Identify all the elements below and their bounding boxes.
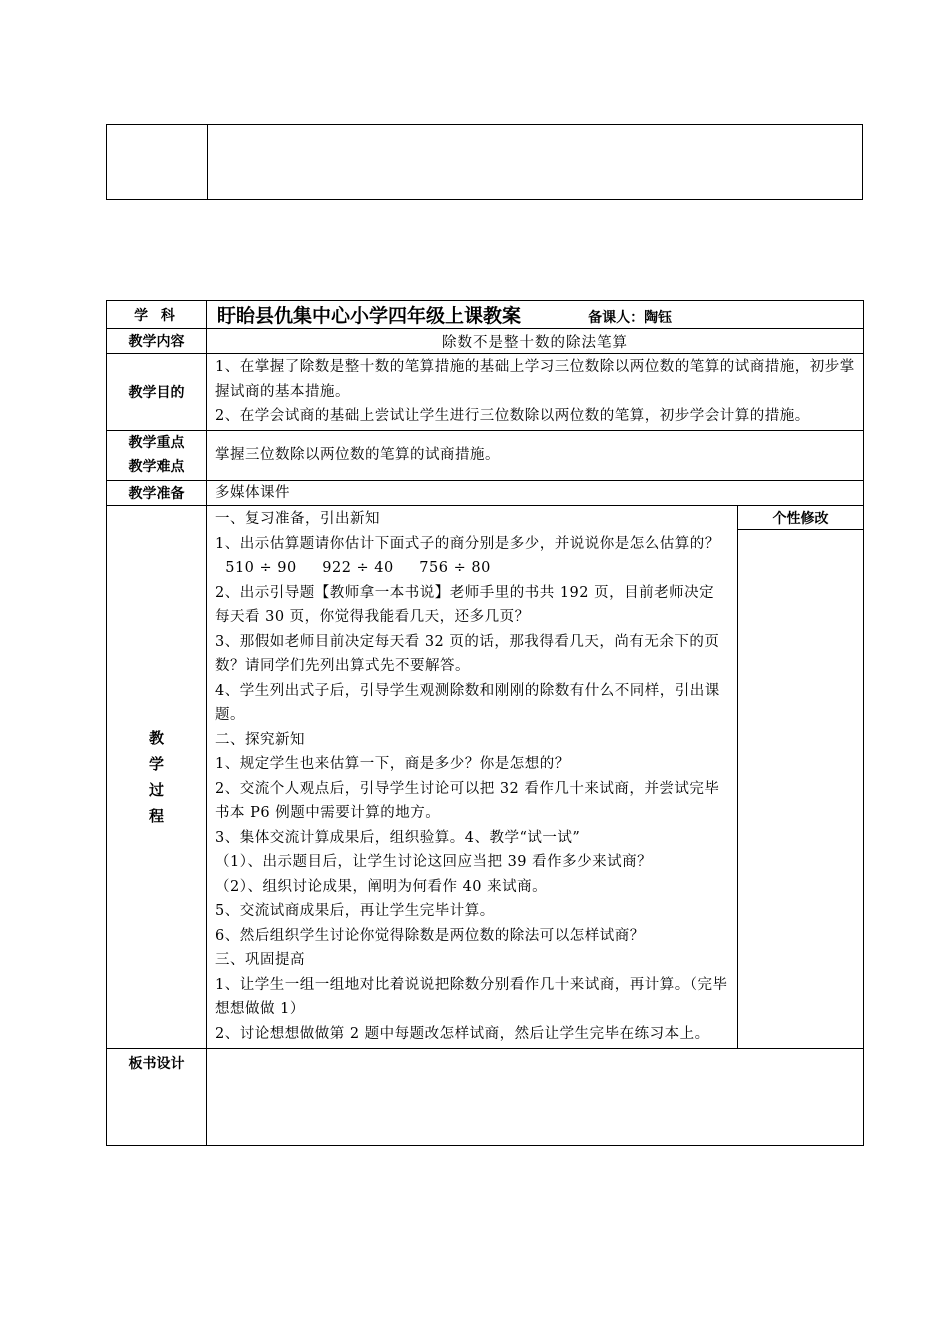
process-label-char: 程	[148, 807, 164, 825]
subject-label: 学 科	[107, 301, 207, 329]
content-value: 除数不是整十数的除法笔算	[207, 329, 864, 354]
process-content	[207, 506, 738, 1049]
focus-value: 掌握三位数除以两位数的笔算的试商措施。	[207, 430, 864, 480]
prep-value: 多媒体课件	[207, 480, 864, 506]
process-label	[107, 506, 207, 1049]
process-label-char: 学	[148, 755, 164, 773]
process-line: 510 ÷ 90 922 ÷ 40 756 ÷ 80	[215, 560, 491, 576]
process-line: 4、学生列出式子后，引导学生观测除数和刚刚的除数有什么不同样，引出课题。	[215, 682, 720, 723]
process-label-char: 过	[148, 781, 164, 799]
notes-cell	[738, 530, 864, 1049]
process-line: 2、讨论想想做做第 2 题中每题改怎样试商，然后让学生完毕在练习本上。	[215, 1025, 710, 1042]
board-label: 板书设计	[107, 1049, 207, 1146]
process-line: 6、然后组织学生讨论你觉得除数是两位数的除法可以怎样试商？	[215, 927, 645, 944]
process-line: 3、集体交流计算成果后，组织验算。4、教学“试一试”	[215, 829, 581, 846]
process-line: 1、出示估算题请你估计下面式子的商分别是多少，并说说你是怎么估算的？	[215, 535, 720, 552]
process-line: 3、那假如老师目前决定每天看 32 页的话，那我得看几天，尚有无余下的页数？请同学们先列出算式先不要解答。	[215, 633, 720, 674]
process-line: （2）、组织讨论成果，阐明为何看作 40 来试商。	[215, 878, 548, 895]
school-title: 盱眙县仇集中心小学四年级上课教案	[217, 305, 522, 327]
notes-header: 个性修改	[738, 506, 864, 530]
process-line: 2、出示引导题【教师拿一本书说】老师手里的书共 192 页，目前老师决定每天看 30 页，你觉得我能看几天，还多几页？	[215, 584, 715, 625]
process-label-char: 教	[148, 729, 164, 747]
objective-item: 2、在学会试商的基础上尝试让学生进行三位数除以两位数的笔算，初步学会计算的措施。	[215, 408, 810, 424]
process-line: （1）、出示题目后，让学生讨论这回应当把 39 看作多少来试商？	[215, 854, 653, 870]
objective-item: 1、在掌握了除数是整十数的笔算措施的基础上学习三位数除以两位数的笔算的试商措施，初步掌握试商的基本措施。	[215, 359, 855, 400]
focus-label-difficulty: 教学难点	[128, 459, 185, 475]
process-line: 1、让学生一组一组地对比着说说把除数分别看作几十来试商，再计算。（完毕想想做做 1）	[215, 976, 728, 1017]
objectives-cell	[207, 354, 864, 431]
process-line: 一、复习准备，引出新知	[215, 511, 380, 527]
top-table	[106, 124, 863, 200]
process-line: 5、交流试商成果后，再让学生完毕计算。	[215, 903, 495, 919]
lesson-plan-table	[106, 300, 864, 1146]
focus-label	[107, 430, 207, 480]
top-table-right-cell	[208, 125, 863, 200]
objectives-label: 教学目的	[107, 354, 207, 431]
process-line: 二、探究新知	[215, 731, 305, 748]
board-value	[207, 1049, 864, 1146]
prep-label: 教学准备	[107, 480, 207, 506]
top-table-left-cell	[107, 125, 208, 200]
process-line: 2、交流个人观点后，引导学生讨论可以把 32 看作几十来试商，并尝试完毕书本 P6 例题中需要计算的地方。	[215, 780, 720, 821]
content-label: 教学内容	[107, 329, 207, 354]
focus-label-key: 教学重点	[128, 435, 185, 451]
process-line: 1、规定学生也来估算一下，商是多少？你是怎想的？	[215, 756, 570, 772]
preparer: 备课人：陶钰	[588, 310, 673, 326]
title-cell	[207, 301, 864, 329]
process-line: 三、巩固提高	[215, 952, 305, 968]
